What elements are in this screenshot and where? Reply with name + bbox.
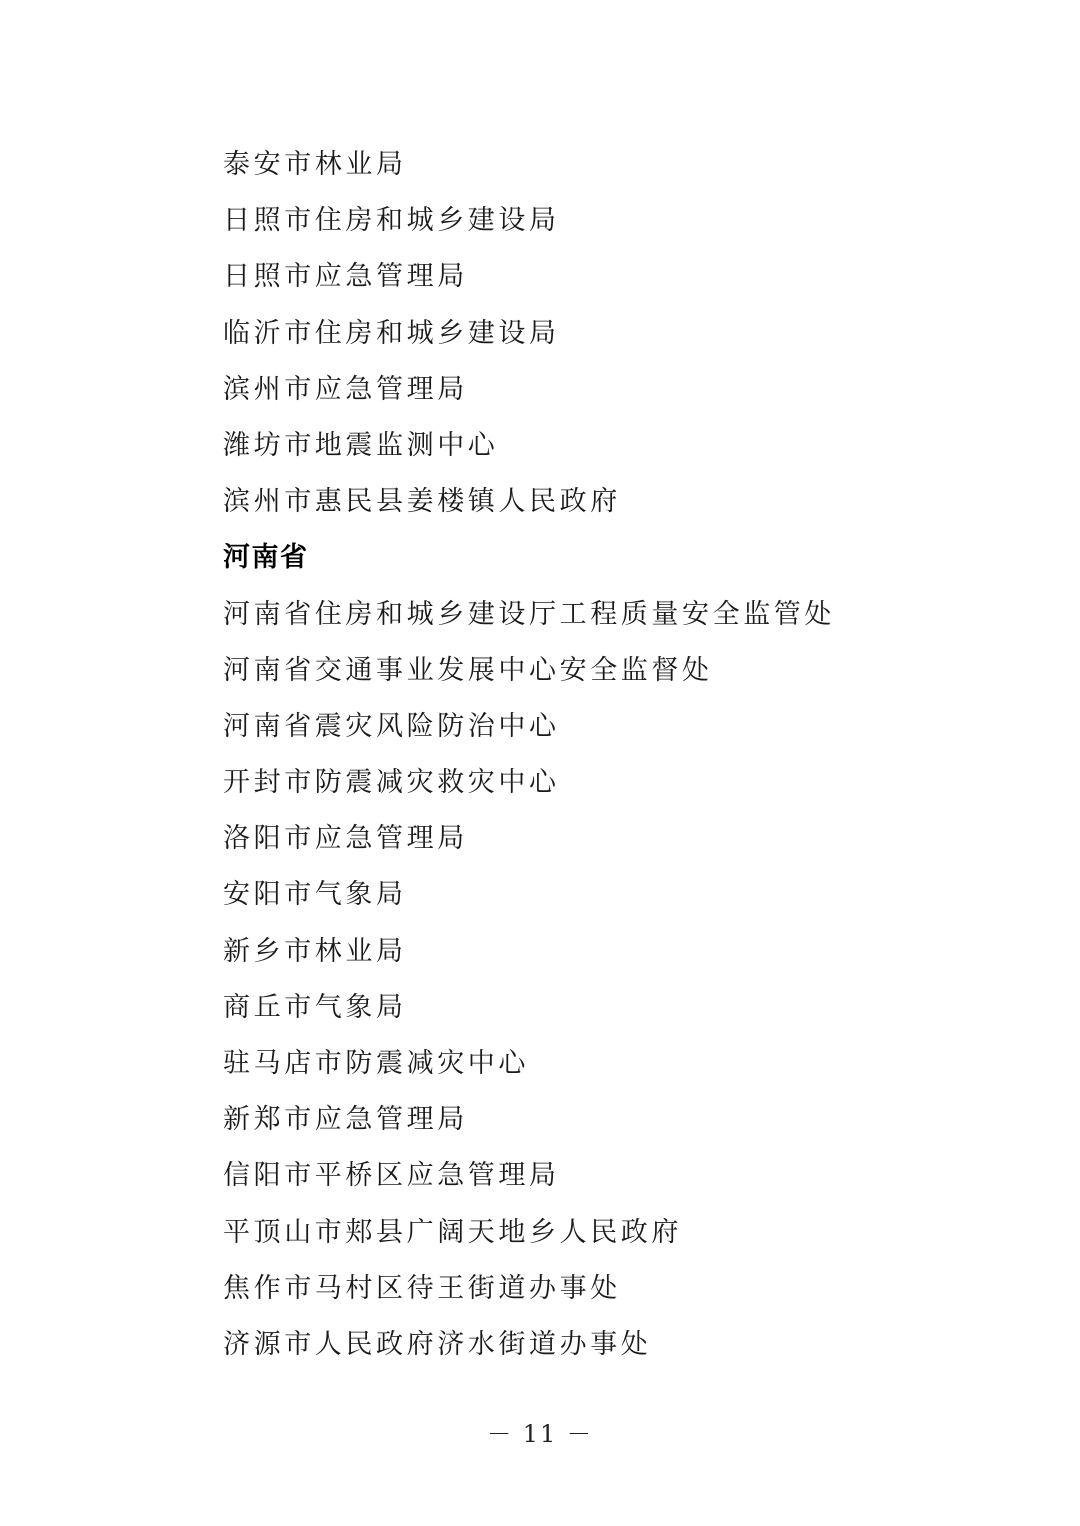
page-number: － 11 － [487, 1420, 593, 1448]
province-heading: 河南省 [223, 542, 309, 574]
list-item: 济源市人民政府济水街道办事处 [223, 1328, 652, 1360]
list-item: 河南省住房和城乡建设厅工程质量安全监管处 [223, 598, 835, 630]
list-item: 潍坊市地震监测中心 [223, 429, 499, 461]
list-item: 平顶山市郏县广阔天地乡人民政府 [223, 1216, 682, 1248]
list-item: 日照市住房和城乡建设局 [223, 205, 560, 237]
organization-list [223, 137, 1043, 1373]
list-item: 焦作市马村区待王街道办事处 [223, 1272, 621, 1304]
list-item: 日照市应急管理局 [223, 261, 468, 293]
list-item: 滨州市惠民县姜楼镇人民政府 [223, 486, 621, 518]
list-item: 河南省震灾风险防治中心 [223, 710, 560, 742]
list-item: 驻马店市防震减灾中心 [223, 1048, 529, 1079]
list-item: 滨州市应急管理局 [223, 373, 468, 405]
list-item: 洛阳市应急管理局 [223, 823, 468, 855]
list-item: 新郑市应急管理局 [223, 1104, 468, 1136]
list-item: 开封市防震减灾救灾中心 [223, 767, 560, 799]
list-item: 信阳市平桥区应急管理局 [223, 1160, 560, 1192]
list-item: 商丘市气象局 [223, 991, 407, 1023]
list-item: 泰安市林业局 [223, 149, 407, 180]
list-item: 新乡市林业局 [223, 935, 407, 967]
list-item: 安阳市气象局 [223, 879, 407, 911]
list-item: 临沂市住房和城乡建设局 [223, 317, 560, 349]
list-item: 河南省交通事业发展中心安全监督处 [223, 654, 713, 686]
